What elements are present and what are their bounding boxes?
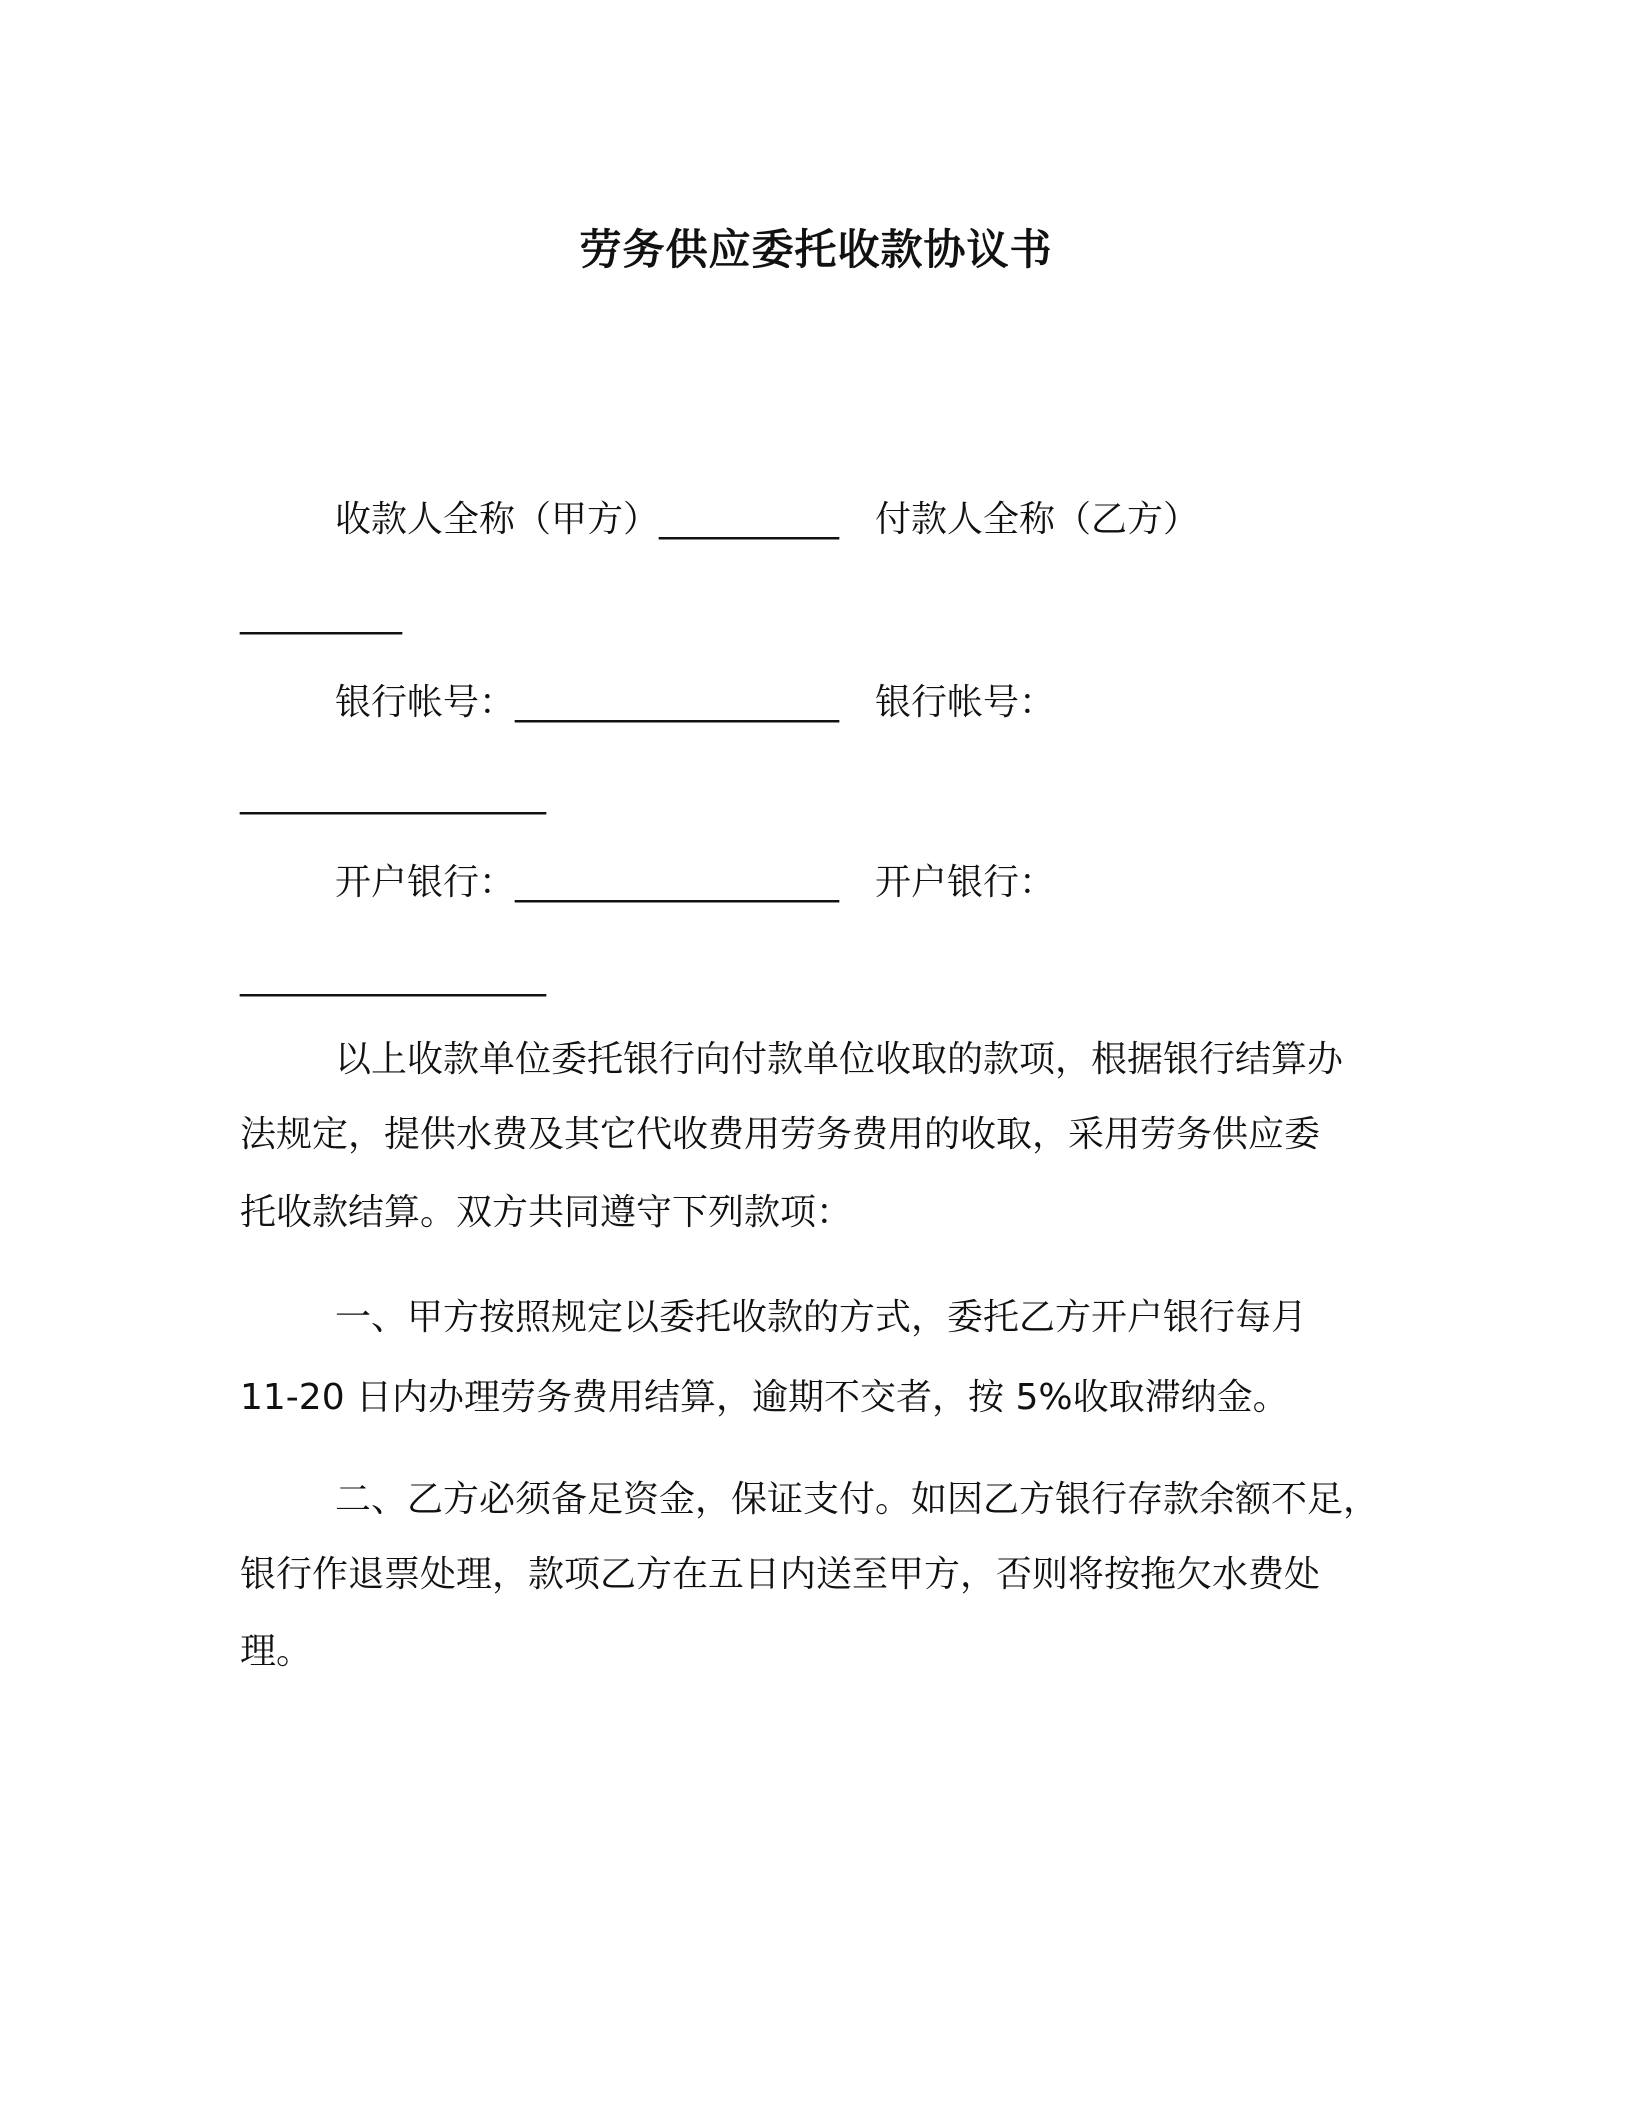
payee-name-blank: __________ [659,499,840,540]
payer-name-blank-line [240,590,402,640]
account-line [335,678,1055,728]
payer-name-blank: _________ [240,594,402,635]
clause2-line-3: 理。 [240,1631,313,1672]
account-blank-a: __________________ [515,682,840,723]
intro-line-3: 托收款结算。双方共同遵守下列款项： [240,1192,853,1233]
payee-name-label: 收款人全称（甲方） [335,499,660,540]
clause2-line-1: 二、乙方必须备足资金，保证支付。如因乙方银行存款余额不足， [335,1479,1380,1520]
bank-label-b: 开户银行： [875,862,1056,903]
payer-name-label: 付款人全称（乙方） [875,499,1200,540]
account-label-a: 银行帐号： [335,682,516,723]
account-label-b: 银行帐号： [875,682,1056,723]
clause1-line-2: 11-20 日内办理劳务费用结算，逾期不交者，按 5%收取滞纳金。 [240,1377,1289,1418]
bank-label-a: 开户银行： [335,862,516,903]
intro-line-1: 以上收款单位委托银行向付款单位收取的款项，根据银行结算办 [335,1039,1344,1080]
clause1-line-1: 一、甲方按照规定以委托收款的方式，委托乙方开户银行每月 [335,1297,1308,1338]
account-blank-b: _________________ [240,774,546,815]
bank-line [335,858,1055,908]
party-names-line [335,495,1199,545]
intro-line-2: 法规定，提供水费及其它代收费用劳务费用的收取，采用劳务供应委 [240,1114,1321,1155]
account-blank-b-line [240,770,546,820]
document-title: 劳务供应委托收款协议书 [579,225,1053,274]
clause2-line-2: 银行作退票处理，款项乙方在五日内送至甲方，否则将按拖欠水费处 [240,1554,1321,1595]
bank-blank-a: __________________ [515,862,840,903]
bank-blank-b: _________________ [240,956,546,997]
bank-blank-b-line [240,952,546,1002]
